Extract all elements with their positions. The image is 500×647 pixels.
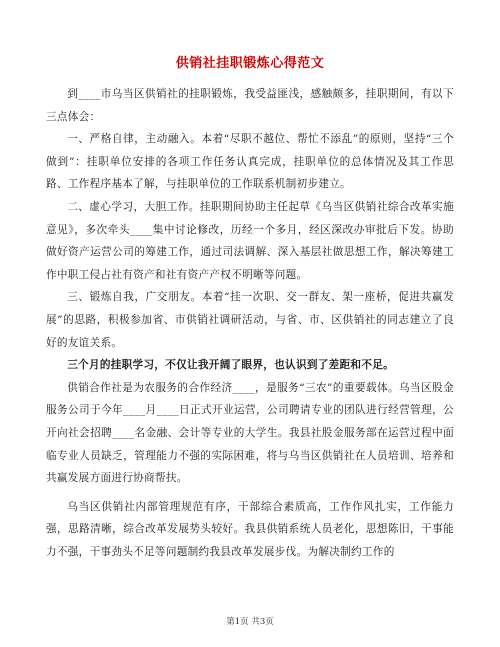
paragraph-point-two: 二、虚心学习，大胆工作。挂职期间协助主任起草《乌当区供销社综合改革实施意见》，多次牵头____集中讨论修改，历经一个多月，经区深改办审批后下发。协助做好资产运营公司的筹建工作，通过司法调解、深入基层社做思想工作，解决筹建工作中职工侵占社有资产和社有资产产权不明晰等问题。	[46, 200, 454, 281]
paragraph-summary-heading: 三个月的挂职学习，不仅让我开阔了眼界，也认识到了差距和不足。	[67, 359, 394, 372]
paragraph-intro: 到____市乌当区供销社的挂职锻炼，我受益匪浅，感触颇多，挂职期间，有以下三点体会：	[46, 88, 454, 123]
page-number-footer: 第1页 共3页	[226, 617, 274, 627]
paragraph-point-three: 三、锻炼自我，广交朋友。本着“挂一次职、交一群友、架一座桥，促进共赢发展”的思路，积极参加省、市供销社调研活动，与省、市、区供销社的同志建立了良好的友谊关系。	[46, 291, 454, 349]
paragraph-cooperative: 供销合作社是为农服务的合作经济____，是服务“三农”的重要载体。乌当区股金服务公司于今年____月____日正式开业运营，公司聘请专业的团队进行经营管理，公开向社会招聘____名金融、会计等专业的大学生。我县社股金服务部在运营过程中面临专业人员缺乏，管理能力不强的实际困难，将与乌当区供销社在人员培训、培养和共赢发展方面进行协商帮扶。	[46, 381, 454, 485]
document-title: 供销社挂职锻炼心得范文	[175, 56, 325, 71]
paragraph-point-one: 一、严格自律，主动融入。本着“尽职不越位、帮忙不添乱”的原则，坚持“三个做到”：挂职单位安排的各项工作任务认真完成，挂职单位的总体情况及其工作思路、工作程序基本了解，与挂职单位的工作联系机制初步建立。	[46, 133, 454, 191]
paragraph-management: 乌当区供销社内部管理规范有序，干部综合素质高，工作作风扎实，工作能力强，思路清晰，综合改革发展势头较好。我县供销系统人员老化，思想陈旧，干事能力不强，干事劲头不足等问题制约我县改革发展步伐。为解决制约工作的	[46, 500, 454, 558]
